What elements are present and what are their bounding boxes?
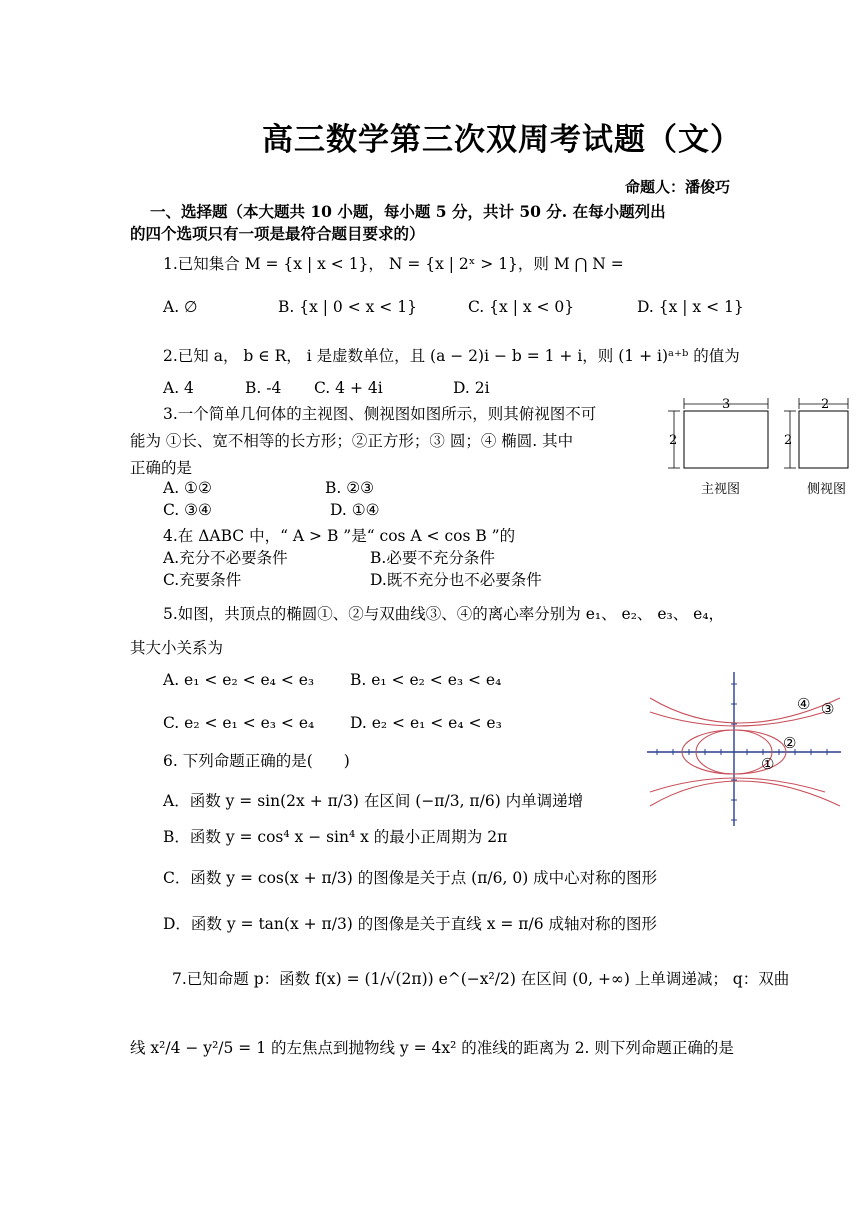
side-view — [784, 397, 848, 468]
q3-option-d: D. ①④ — [330, 501, 380, 519]
q3-line1: 3.一个简单几何体的主视图、侧视图如图所示，则其俯视图不可 — [163, 405, 597, 423]
q6-option-b: B．函数 y = cos⁴ x − sin⁴ x 的最小正周期为 2π — [163, 828, 508, 846]
front-view-caption: 主视图 — [701, 482, 741, 497]
q2-stem: 2.已知 a， b ∈ R， i 是虚数单位，且 (a − 2)i − b = 1 + i，则 (1 + i)ᵃ⁺ᵇ 的值为 — [163, 347, 740, 365]
author-line: 命题人：潘俊巧 — [624, 178, 730, 196]
q5-option-d: D. e₂ < e₁ < e₄ < e₃ — [350, 714, 502, 732]
q1-option-b: B. {x | 0 < x < 1} — [278, 298, 417, 316]
q3-option-a: A. ①② — [163, 479, 212, 497]
curve-label-3: ③ — [821, 700, 835, 718]
curve-label-4: ④ — [797, 695, 811, 713]
q4-stem: 4.在 ΔABC 中，“ A > B ”是“ cos A < cos B ”的 — [163, 527, 516, 545]
q5-option-c: C. e₂ < e₁ < e₃ < e₄ — [163, 714, 315, 732]
section-heading-line2: 的四个选项只有一项是最符合题目要求的） — [130, 224, 425, 243]
q5-option-b: B. e₁ < e₂ < e₃ < e₄ — [350, 671, 502, 689]
q3-line3: 正确的是 — [130, 459, 193, 477]
q5-option-a: A. e₁ < e₂ < e₄ < e₃ — [163, 671, 315, 689]
q3-option-b: B. ②③ — [325, 479, 375, 497]
q6-option-d: D．函数 y = tan(x + π/3) 的图像是关于直线 x = π/6 成轴对称的图形 — [163, 915, 657, 933]
q5-line2: 其大小关系为 — [130, 639, 224, 657]
side-width-label: 2 — [821, 397, 830, 412]
q7-line2: 线 x²/4 − y²/5 = 1 的左焦点到抛物线 y = 4x² 的准线的距离为 2. 则下列命题正确的是 — [130, 1039, 734, 1057]
q5-conics-figure — [645, 668, 845, 828]
q4-option-b: B.必要不充分条件 — [370, 549, 495, 567]
q4-option-c: C.充要条件 — [163, 571, 242, 589]
front-height-label: 2 — [669, 433, 678, 448]
q1-option-c: C. {x | x < 0} — [468, 298, 575, 316]
q2-option-d: D. 2i — [453, 379, 490, 397]
curve-label-2: ② — [783, 734, 797, 752]
q1-option-a: A. ∅ — [163, 298, 198, 316]
q6-option-c: C．函数 y = cos(x + π/3) 的图像是关于点 (π/6, 0) 成中心对称的图形 — [163, 869, 658, 887]
front-width-label: 3 — [722, 397, 731, 412]
q2-option-c: C. 4 + 4i — [314, 379, 383, 397]
curve-label-1: ① — [761, 755, 775, 773]
q6-option-a: A．函数 y = sin(2x + π/3) 在区间 (−π/3, π/6) 内单调递增 — [163, 792, 584, 810]
page-title: 高三数学第三次双周考试题（文） — [262, 122, 742, 158]
q2-option-a: A. 4 — [163, 379, 194, 397]
q1-option-d: D. {x | x < 1} — [637, 298, 744, 316]
q4-option-a: A.充分不必要条件 — [163, 549, 288, 567]
q2-option-b: B. -4 — [245, 379, 282, 397]
q5-line1: 5.如图，共顶点的椭圆①、②与双曲线③、④的离心率分别为 e₁、 e₂、 e₃、 e₄， — [163, 605, 725, 623]
q6-stem: 6. 下列命题正确的是( ) — [163, 752, 350, 770]
front-view — [668, 397, 768, 468]
q1-stem: 1.已知集合 M = {x | x < 1}， N = {x | 2ˣ > 1}，则 M ⋂ N = — [163, 255, 624, 273]
q3-line2: 能为 ①长、宽不相等的长方形；②正方形；③ 圆；④ 椭圆. 其中 — [130, 432, 574, 450]
section-heading-line1: 一、选择题（本大题共 10 小题，每小题 5 分，共计 50 分. 在每小题列出 — [150, 202, 666, 221]
q4-option-d: D.既不充分也不必要条件 — [370, 571, 542, 589]
q3-option-c: C. ③④ — [163, 501, 212, 519]
side-height-label: 2 — [784, 433, 793, 448]
q7-line1: 7.已知命题 p：函数 f(x) = (1/√(2π)) e^(−x²/2) 在区间 (0, +∞) 上单调递减； q：双曲 — [172, 970, 790, 988]
side-view-caption: 侧视图 — [807, 482, 847, 497]
